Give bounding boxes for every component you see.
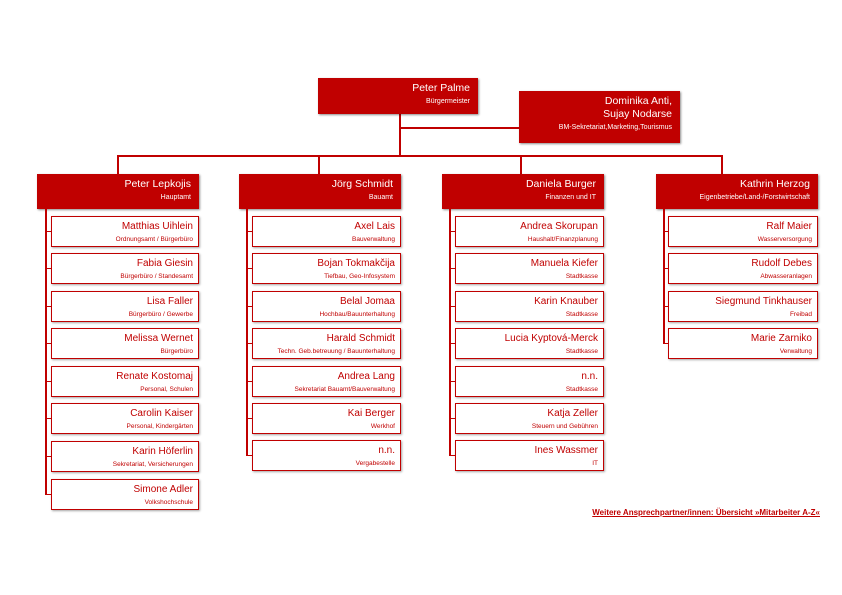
staff-role: Freibad	[789, 311, 812, 318]
staff-box	[51, 479, 199, 510]
dept-head-role: Bauamt	[368, 194, 393, 201]
staff-box	[252, 328, 401, 359]
staff-name: Bojan Tokmakčija	[317, 258, 395, 269]
staff-overview-link[interactable]: Weitere Ansprechpartner/innen: Übersicht »Mitarbeiter A-Z«	[592, 508, 820, 517]
staff-box	[51, 403, 199, 434]
secretariat-name-1: Dominika Anti,	[604, 95, 672, 107]
connector-secretariat	[400, 127, 520, 129]
staff-box	[455, 216, 604, 247]
staff-name: Siegmund Tinkhauser	[715, 296, 812, 307]
staff-name: Ines Wassmer	[534, 445, 598, 456]
staff-box	[252, 291, 401, 322]
staff-role: Abwasseranlagen	[760, 273, 812, 280]
connector-col2-down	[318, 155, 320, 174]
spine-col4	[663, 209, 665, 344]
staff-role: Personal, Schulen	[140, 386, 193, 393]
staff-box	[51, 366, 199, 397]
staff-box	[252, 216, 401, 247]
staff-role: Personal, Kindergärten	[126, 423, 193, 430]
staff-role: Stadtkasse	[565, 386, 598, 393]
staff-role: Bauverwaltung	[352, 236, 395, 243]
staff-box	[252, 253, 401, 284]
staff-name: Melissa Wernet	[124, 333, 193, 344]
staff-name: Renate Kostomaj	[116, 371, 193, 382]
connector-col1-down	[117, 155, 119, 174]
staff-box	[51, 328, 199, 359]
connector-mayor-down	[399, 114, 401, 156]
staff-name: n.n.	[581, 371, 598, 382]
dept-head-role: Eigenbetriebe/Land-/Forstwirtschaft	[699, 194, 810, 201]
staff-name: Karin Knauber	[534, 296, 598, 307]
connector-col4-down	[721, 155, 723, 174]
secretariat-box	[519, 91, 680, 143]
staff-name: Harald Schmidt	[326, 333, 395, 344]
staff-box	[51, 291, 199, 322]
staff-role: Vergabestelle	[355, 460, 395, 467]
staff-role: Sekretariat, Versicherungen	[112, 461, 193, 468]
dept-head-name: Jörg Schmidt	[331, 178, 393, 190]
staff-role: Verwaltung	[779, 348, 812, 355]
staff-name: Katja Zeller	[547, 408, 598, 419]
staff-box	[668, 291, 818, 322]
staff-box	[252, 440, 401, 471]
staff-name: Karin Höferlin	[132, 446, 193, 457]
staff-role: Tiefbau, Geo-Infosystem	[324, 273, 395, 280]
staff-name: Andrea Lang	[337, 371, 395, 382]
dept-head-role: Finanzen und IT	[545, 194, 596, 201]
staff-role: Sekretariat Bauamt/Bauverwaltung	[294, 386, 395, 393]
dept-head-name: Peter Lepkojis	[124, 178, 191, 190]
staff-role: Stadtkasse	[565, 311, 598, 318]
staff-name: Andrea Skorupan	[520, 221, 598, 232]
staff-name: Carolin Kaiser	[130, 408, 193, 419]
staff-role: Techn. Geb.betreuung / Bauunterhaltung	[277, 348, 395, 355]
staff-name: Axel Lais	[354, 221, 395, 232]
secretariat-role: BM-Sekretariat,Marketing,Tourismus	[558, 124, 672, 131]
staff-box	[51, 253, 199, 284]
staff-role: Bürgerbüro	[160, 348, 193, 355]
staff-role: Haushalt/Finanzplanung	[527, 236, 598, 243]
staff-box	[455, 328, 604, 359]
secretariat-name-2: Sujay Nodarse	[603, 108, 672, 120]
dept-head-eigenbetriebe	[656, 174, 818, 209]
staff-role: IT	[592, 460, 598, 467]
staff-role: Hochbau/Bauunterhaltung	[319, 311, 395, 318]
staff-box	[668, 216, 818, 247]
staff-name: Marie Zarniko	[750, 333, 812, 344]
dept-head-finanzen	[442, 174, 604, 209]
staff-role: Stadtkasse	[565, 273, 598, 280]
staff-role: Wasserversorgung	[757, 236, 812, 243]
mayor-role: Bürgermeister	[426, 98, 470, 105]
staff-box	[455, 291, 604, 322]
staff-role: Bürgerbüro / Standesamt	[120, 273, 193, 280]
staff-box	[668, 328, 818, 359]
dept-head-role: Hauptamt	[160, 194, 191, 201]
staff-box	[51, 441, 199, 472]
staff-box	[252, 366, 401, 397]
staff-box	[455, 403, 604, 434]
mayor-box	[318, 78, 478, 114]
spine-col1	[45, 209, 47, 495]
staff-name: Simone Adler	[133, 484, 193, 495]
staff-role: Werkhof	[370, 423, 395, 430]
staff-role: Bürgerbüro / Gewerbe	[128, 311, 193, 318]
staff-box	[455, 253, 604, 284]
staff-name: Manuela Kiefer	[530, 258, 598, 269]
staff-box	[455, 440, 604, 471]
staff-name: Ralf Maier	[766, 221, 812, 232]
dept-head-bauamt	[239, 174, 401, 209]
staff-box	[668, 253, 818, 284]
staff-role: Stadtkasse	[565, 348, 598, 355]
staff-name: Lisa Faller	[146, 296, 193, 307]
dept-head-hauptamt	[37, 174, 199, 209]
connector-col3-down	[520, 155, 522, 174]
staff-box	[252, 403, 401, 434]
staff-name: Fabia Giesin	[136, 258, 193, 269]
connector-horizontal-main	[117, 155, 722, 157]
staff-name: Kai Berger	[347, 408, 395, 419]
staff-role: Volkshochschule	[144, 499, 193, 506]
staff-role: Ordnungsamt / Bürgerbüro	[115, 236, 193, 243]
mayor-name: Peter Palme	[412, 82, 470, 94]
dept-head-name: Kathrin Herzog	[739, 178, 810, 190]
staff-box	[51, 216, 199, 247]
staff-name: Belal Jomaa	[339, 296, 395, 307]
staff-box	[455, 366, 604, 397]
staff-name: n.n.	[378, 445, 395, 456]
staff-role: Steuern und Gebühren	[531, 423, 598, 430]
staff-name: Matthias Uihlein	[121, 221, 193, 232]
dept-head-name: Daniela Burger	[525, 178, 596, 190]
staff-name: Lucia Kyptová-Merck	[504, 333, 598, 344]
staff-name: Rudolf Debes	[751, 258, 812, 269]
